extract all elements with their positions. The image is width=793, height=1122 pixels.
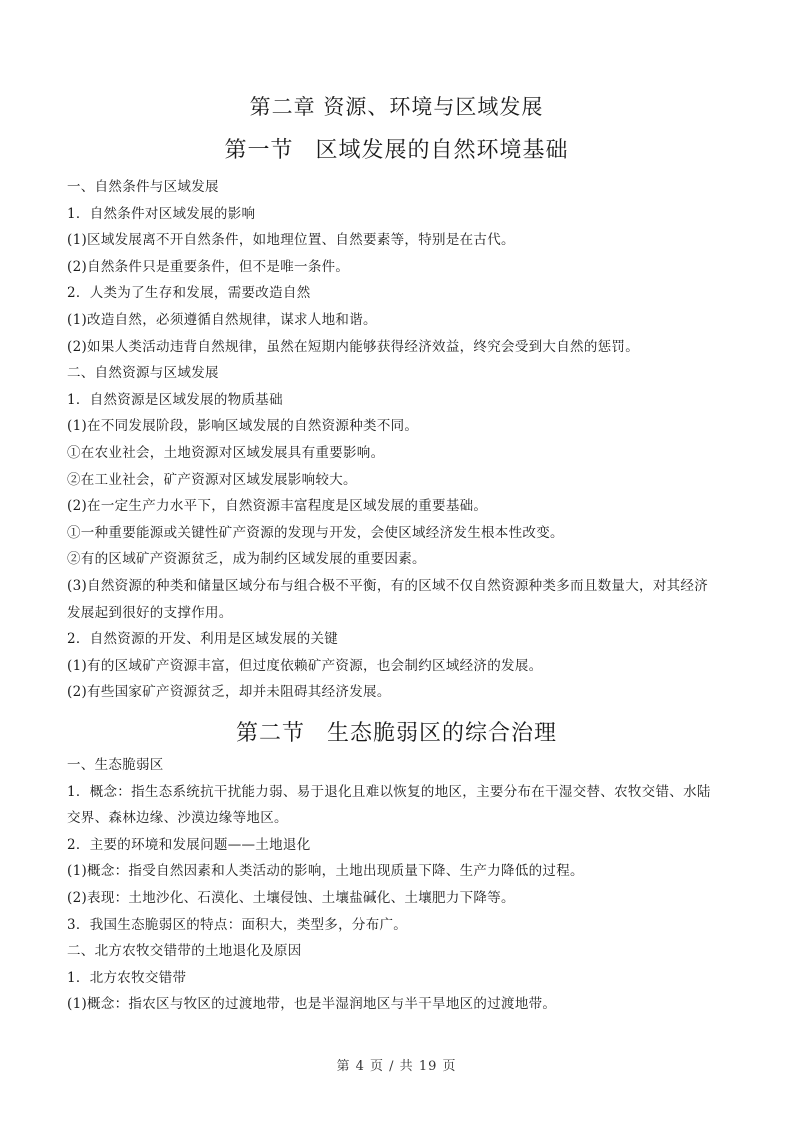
subheading: 1．自然资源是区域发展的物质基础 bbox=[67, 391, 283, 408]
paragraph: 1．概念：指生态系统抗干扰能力弱、易于退化且难以恢复的地区，主要分布在干湿交替、农牧交错、水陆 bbox=[67, 783, 711, 800]
subheading: 2．人类为了生存和发展，需要改造自然 bbox=[67, 285, 311, 302]
paragraph: ①在农业社会，土地资源对区域发展具有重要影响。 bbox=[67, 444, 385, 461]
section-1-heading: 区域发展的自然环境基础 bbox=[315, 138, 569, 163]
subheading: 3．我国生态脆弱区的特点：面积大，类型多，分布广。 bbox=[67, 916, 408, 933]
paragraph: (1)概念：指受自然因素和人类活动的影响，土地出现质量下降、生产力降低的过程。 bbox=[67, 863, 584, 880]
chapter-title: 第二章 资源、环境与区域发展 bbox=[249, 95, 544, 119]
section-2-body bbox=[67, 752, 732, 1018]
section-2-heading: 生态脆弱区的综合治理 bbox=[327, 721, 558, 746]
paragraph-continued: 发展起到很好的支撑作用。 bbox=[67, 604, 233, 621]
paragraph: (2)如果人类活动违背自然规律，虽然在短期内能够获得经济效益，终究会受到大自然的惩罚。 bbox=[67, 338, 640, 355]
paragraph: (2)自然条件只是重要条件，但不是唯一条件。 bbox=[67, 258, 350, 275]
heading-natural-resources: 二、自然资源与区域发展 bbox=[67, 365, 219, 382]
paragraph: ②在工业社会，矿产资源对区域发展影响较大。 bbox=[67, 471, 357, 488]
heading-fragile-zones: 一、生态脆弱区 bbox=[67, 757, 164, 773]
paragraph: (2)有些国家矿产资源贫乏，却并未阻碍其经济发展。 bbox=[67, 684, 391, 701]
paragraph: (1)概念：指农区与牧区的过渡地带，也是半湿润地区与半干旱地区的过渡地带。 bbox=[67, 996, 557, 1013]
heading-natural-conditions: 一、自然条件与区域发展 bbox=[67, 179, 219, 195]
paragraph-continued: 交界、森林边缘、沙漠边缘等地区。 bbox=[67, 810, 288, 827]
paragraph: ①一种重要能源或关键性矿产资源的发现与开发，会使区域经济发生根本性改变。 bbox=[67, 524, 564, 541]
paragraph: (3)自然资源的种类和储量区域分布与组合极不平衡，有的区域不仅自然资源种类多而且数量大，对其经济 bbox=[67, 577, 709, 594]
subheading: 2．主要的环境和发展问题——土地退化 bbox=[67, 836, 311, 853]
page-number: 第 4 页 / 共 19 页 bbox=[336, 1059, 457, 1074]
section-1-title bbox=[0, 136, 793, 166]
paragraph: (2)在一定生产力水平下，自然资源丰富程度是区域发展的重要基础。 bbox=[67, 498, 488, 515]
subheading: 1．北方农牧交错带 bbox=[67, 969, 187, 986]
paragraph: ②有的区域矿产资源贫乏，成为制约区域发展的重要因素。 bbox=[67, 551, 426, 568]
paragraph: (1)在不同发展阶段，影响区域发展的自然资源种类不同。 bbox=[67, 418, 419, 435]
paragraph: (1)改造自然，必须遵循自然规律，谋求人地和谐。 bbox=[67, 311, 377, 328]
paragraph: (1)区域发展离不开自然条件，如地理位置、自然要素等，特别是在古代。 bbox=[67, 232, 515, 249]
paragraph: (2)表现：土地沙化、石漠化、土壤侵蚀、土壤盐碱化、土壤肥力下降等。 bbox=[67, 889, 515, 906]
section-2-title bbox=[0, 719, 793, 749]
section-2-number: 第二节 bbox=[235, 721, 305, 746]
section-1-number: 第一节 bbox=[224, 138, 294, 163]
section-1-body bbox=[67, 174, 732, 706]
subheading: 1．自然条件对区域发展的影响 bbox=[67, 205, 256, 222]
heading-agro-pastoral-zone: 二、北方农牧交错带的土地退化及原因 bbox=[67, 943, 302, 960]
subheading: 2．自然资源的开发、利用是区域发展的关键 bbox=[67, 631, 339, 648]
paragraph: (1)有的区域矿产资源丰富，但过度依赖矿产资源，也会制约区域经济的发展。 bbox=[67, 657, 543, 674]
